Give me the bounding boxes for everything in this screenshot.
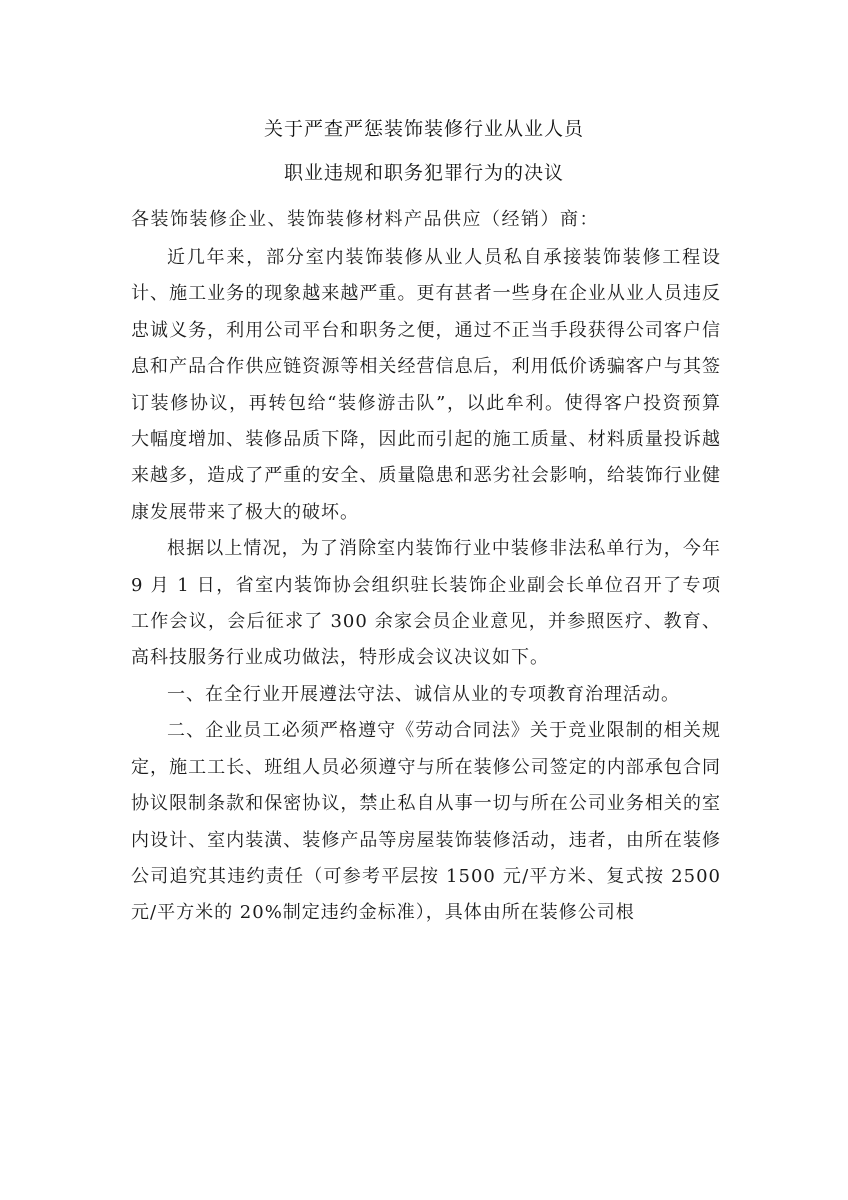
paragraph: 根据以上情况，为了消除室内装饰行业中装修非法私单行为，今年 9 月 1 日，省室内装饰协会组织驻长装饰企业副会长单位召开了专项工作会议，会后征求了 300 余家会员企业意见，并参照医疗、教育、高科技服务行业成功做法，特形成会议决议如下。 (131, 538, 721, 669)
paragraph: 一、在全行业开展遵法守法、诚信从业的专项教育治理活动。 (167, 683, 680, 705)
paragraph: 二、企业员工必须严格遵守《劳动合同法》关于竞业限制的相关规定，施工工长、班组人员必须遵守与所在装修公司签定的内部承包合同协议限制条款和保密协议，禁止私自从事一切与所在公司业务相关的室内设计、室内装潢、装修产品等房屋装饰装修活动，违者，由所在装修公司追究其违约责任（可参考平层按 1500 元/平方米、复式按 2500 元/平方米的 20%制定违约金标准），具体由所在装修公司根 (131, 720, 721, 924)
salutation: 各装饰装修企业、装饰装修材料产品供应（经销）商： (131, 209, 599, 230)
document-title-line-1: 关于严查严惩装饰装修行业从业人员 (263, 118, 584, 140)
paragraph: 近几年来，部分室内装饰装修从业人员私自承接装饰装修工程设计、施工业务的现象越来越严重。更有甚者一些身在企业从业人员违反忠诚义务，利用公司平台和职务之便，通过不正当手段获得公司客户信息和产品合作供应链资源等相关经营信息后，利用低价诱骗客户与其签订装修协议，再转包给“装修游击队”，以此牟利。使得客户投资预算大幅度增加、装修品质下降，因此而引起的施工质量、材料质量投诉越来越多，造成了严重的安全、质量隐患和恶劣社会影响，给装饰行业健康发展带来了极大的破坏。 (131, 247, 721, 523)
document-title-line-2: 职业违规和职务犯罪行为的决议 (283, 162, 564, 184)
document-body (131, 240, 721, 932)
